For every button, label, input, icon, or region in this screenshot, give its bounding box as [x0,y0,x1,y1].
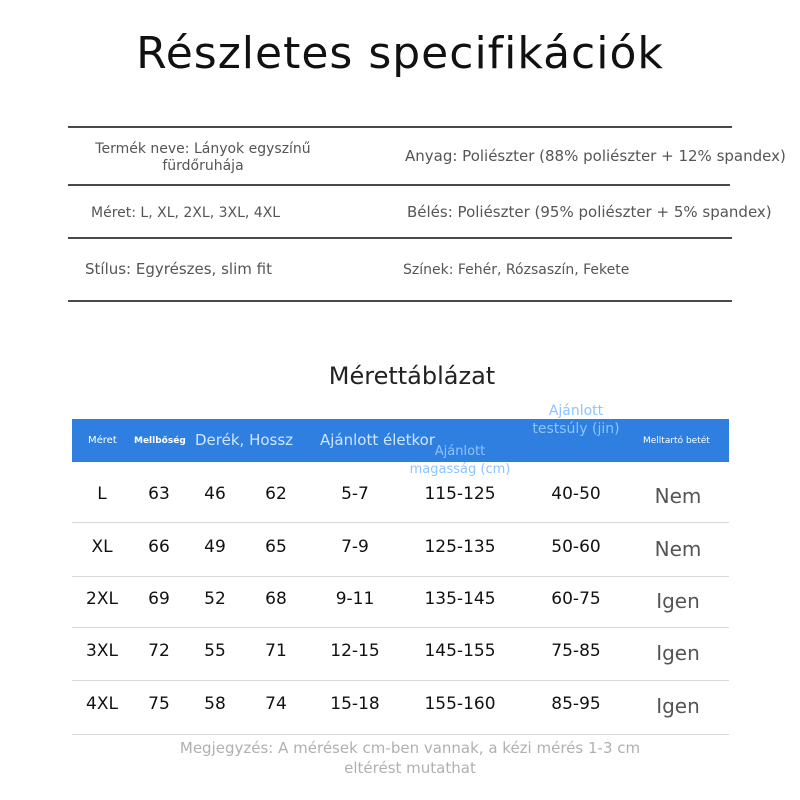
header-height: Ajánlott magasság (cm) [409,444,511,477]
cell-bust: 72 [148,641,170,661]
cell-bust: 66 [148,537,170,557]
cell-bust: 69 [148,589,170,609]
cell-pad: Nem [654,537,702,561]
row-divider [72,734,729,735]
cell-waist: 55 [204,641,226,661]
cell-waist: 49 [204,537,226,557]
cell-height: 135-145 [424,589,496,609]
cell-length: 62 [265,484,287,504]
spec-divider [68,184,730,186]
cell-age: 12-15 [330,641,380,661]
spec-lining: Bélés: Poliészter (95% poliészter + 5% spandex) [407,203,772,221]
cell-waist: 52 [204,589,226,609]
spec-colors: Színek: Fehér, Rózsaszín, Fekete [403,262,630,278]
cell-bust: 75 [148,694,170,714]
header-age: Ajánlott életkor [320,431,436,449]
cell-pad: Igen [656,641,700,665]
row-divider [72,576,729,577]
spec-product-name: Termék neve: Lányok egyszínű fürdőruhája [95,141,311,174]
cell-waist: 58 [204,694,226,714]
cell-weight: 60-75 [551,589,601,609]
header-waist-length: Derék, Hossz [195,431,294,449]
row-divider [72,680,729,681]
header-weight: Ajánlott testsúly (jin) [532,403,620,437]
size-chart-title: Mérettáblázat [328,362,496,390]
cell-length: 74 [265,694,287,714]
cell-waist: 46 [204,484,226,504]
spec-style: Stílus: Egyrészes, slim fit [85,260,272,278]
spec-divider [68,237,732,239]
header-pad: Melltartó betét [643,436,710,446]
page-title: Részletes specifikációk [136,28,664,79]
cell-weight: 75-85 [551,641,601,661]
cell-weight: 50-60 [551,537,601,557]
cell-pad: Igen [656,589,700,613]
cell-age: 7-9 [341,537,369,557]
cell-height: 145-155 [424,641,496,661]
measurement-note: Megjegyzés: A mérések cm-ben vannak, a kézi mérés 1-3 cm eltérést mutathat [179,739,641,777]
header-bust: Mellbőség [134,436,186,446]
cell-height: 125-135 [424,537,496,557]
cell-height: 155-160 [424,694,496,714]
spec-size: Méret: L, XL, 2XL, 3XL, 4XL [91,205,281,221]
cell-length: 68 [265,589,287,609]
cell-length: 71 [265,641,287,661]
cell-pad: Nem [654,484,702,508]
cell-height: 115-125 [424,484,496,504]
cell-size: XL [91,537,113,557]
cell-size: 4XL [86,694,118,714]
cell-size: 2XL [86,589,118,609]
cell-age: 15-18 [330,694,380,714]
cell-weight: 40-50 [551,484,601,504]
cell-size: L [97,484,107,504]
cell-size: 3XL [86,641,118,661]
cell-weight: 85-95 [551,694,601,714]
header-size: Méret [88,435,117,446]
cell-length: 65 [265,537,287,557]
cell-age: 9-11 [335,589,375,609]
spec-divider [68,300,732,302]
row-divider [72,627,729,628]
row-divider [72,522,729,523]
cell-pad: Igen [656,694,700,718]
spec-material: Anyag: Poliészter (88% poliészter + 12% spandex) [405,147,786,165]
cell-age: 5-7 [341,484,369,504]
spec-divider [68,126,732,128]
cell-bust: 63 [148,484,170,504]
